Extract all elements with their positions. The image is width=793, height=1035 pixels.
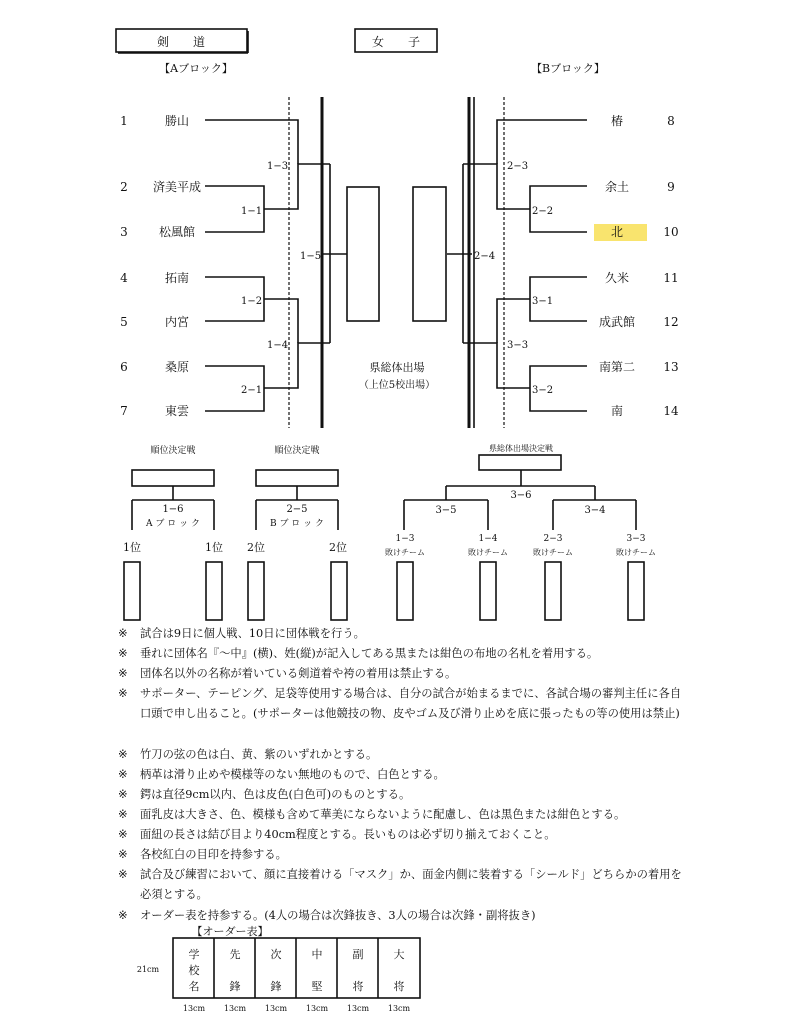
match-label: 1−4 bbox=[267, 340, 289, 351]
team-name: 桑原 bbox=[164, 360, 190, 374]
note-mark: ※ bbox=[118, 647, 128, 660]
note-mark: ※ bbox=[118, 868, 128, 881]
note-item bbox=[118, 865, 683, 905]
note-text: 各校紅白の目印を持参する。 bbox=[140, 848, 287, 861]
order-col-text: 中 bbox=[311, 948, 323, 961]
placement-box-a bbox=[132, 470, 214, 486]
note-text: 面乳皮は大きさ、色、模様も含めて華美にならないように配慮し、色は黒色または紺色とする。 bbox=[140, 808, 626, 821]
note-text: 垂れに団体名『～中』(横)、姓(縦)が記入してある黒または紺色の布地の名札を着用する。 bbox=[140, 647, 599, 660]
note-text: オーダー表を持参する。(4人の場合は次鋒抜き、3人の場合は次鋒・副将抜き) bbox=[140, 909, 536, 922]
qualifier-match: 3−6 bbox=[510, 490, 532, 501]
note-text: 柄革は滑り止めや模様等のない無地のもので、白色とする。 bbox=[140, 768, 445, 781]
block-a-teams bbox=[120, 114, 201, 418]
match-label: 2−2 bbox=[532, 206, 554, 217]
team-name: 内宮 bbox=[164, 315, 190, 329]
match-label: 2−3 bbox=[507, 161, 529, 172]
event-title: 剣 道 bbox=[156, 35, 206, 49]
team-seed: 8 bbox=[667, 114, 675, 128]
team-seed: 2 bbox=[120, 180, 128, 194]
qualifier-slot bbox=[397, 562, 413, 620]
note-mark: ※ bbox=[118, 808, 128, 821]
placement-box-b bbox=[256, 470, 338, 486]
qualifier-slot bbox=[480, 562, 496, 620]
source-match: 1−4 bbox=[478, 534, 498, 544]
order-col-width: 13cm bbox=[305, 1004, 329, 1013]
note-item bbox=[118, 825, 683, 845]
qualifier-match: 3−4 bbox=[584, 505, 606, 516]
note-text: 団体名以外の名称が着いている剣道着や袴の着用は禁止する。 bbox=[140, 667, 457, 680]
qualifier-box bbox=[479, 455, 561, 470]
rank-slot bbox=[248, 562, 264, 620]
rank-slot bbox=[124, 562, 140, 620]
match-label: 3−1 bbox=[532, 296, 554, 307]
order-table-title: 【オーダー表】 bbox=[191, 925, 269, 938]
order-col-width: 13cm bbox=[346, 1004, 370, 1013]
team-seed: 1 bbox=[120, 114, 128, 128]
team-seed: 9 bbox=[667, 180, 675, 194]
order-col-text: 名 bbox=[188, 980, 200, 993]
team-seed: 11 bbox=[663, 271, 679, 285]
center-caption: 県総体出場 bbox=[369, 361, 425, 374]
rank-label: 2位 bbox=[247, 541, 265, 554]
team-seed: 3 bbox=[120, 225, 128, 239]
note-mark: ※ bbox=[118, 748, 128, 761]
note-item bbox=[118, 624, 683, 644]
order-col-width: 13cm bbox=[387, 1004, 411, 1013]
source-match: 3−3 bbox=[626, 534, 646, 544]
team-seed: 6 bbox=[120, 360, 128, 374]
match-label: 1−3 bbox=[267, 161, 289, 172]
note-mark: ※ bbox=[118, 788, 128, 801]
note-mark: ※ bbox=[118, 768, 128, 781]
order-col-width: 13cm bbox=[223, 1004, 247, 1013]
note-item bbox=[118, 644, 683, 664]
order-col-width: 13cm bbox=[182, 1004, 206, 1013]
placement-match-b: 2−5 bbox=[286, 504, 308, 515]
note-item bbox=[118, 684, 683, 724]
team-seed: 13 bbox=[663, 360, 679, 374]
source-match: 1−3 bbox=[395, 534, 415, 544]
note-item bbox=[118, 785, 683, 805]
team-seed: 5 bbox=[120, 315, 128, 329]
gender-title: 女 子 bbox=[371, 35, 421, 49]
order-col-text: 学 bbox=[188, 948, 200, 961]
order-col-text: 堅 bbox=[311, 980, 323, 993]
block-b-teams bbox=[594, 113, 679, 418]
match-label: 3−3 bbox=[507, 340, 529, 351]
qualifier-slot bbox=[545, 562, 561, 620]
placement-section bbox=[123, 443, 656, 620]
team-name: 拓南 bbox=[164, 271, 190, 285]
note-mark: ※ bbox=[118, 909, 128, 922]
team-seed: 7 bbox=[120, 404, 128, 418]
note-item bbox=[118, 805, 683, 825]
order-col-width: 13cm bbox=[264, 1004, 288, 1013]
note-mark: ※ bbox=[118, 627, 128, 640]
rank-label: 2位 bbox=[329, 541, 347, 554]
qualifier-match: 3−5 bbox=[435, 505, 457, 516]
note-text: 面紐の長さは結び目より40cm程度とする。長いものは必ず切り揃えておくこと。 bbox=[140, 828, 556, 841]
final-slot-b bbox=[413, 187, 446, 321]
order-col-text: 次 bbox=[270, 948, 282, 961]
match-label: 2−4 bbox=[474, 251, 496, 262]
placement-match-a: 1−6 bbox=[162, 504, 184, 515]
team-seed: 12 bbox=[663, 315, 679, 329]
block-a-title: 【Aブロック】 bbox=[159, 62, 233, 75]
team-name: 済美平成 bbox=[152, 180, 202, 194]
note-text: 竹刀の弦の色は白、黄、紫のいずれかとする。 bbox=[140, 748, 378, 761]
team-name: 東雲 bbox=[164, 404, 190, 418]
order-col-text: 先 bbox=[229, 948, 241, 961]
order-table bbox=[137, 924, 420, 1013]
placement-block-a: A ブ ロ ッ ク bbox=[146, 519, 200, 529]
placement-title-b: 順位決定戦 bbox=[274, 446, 320, 456]
team-name: 久米 bbox=[604, 271, 630, 285]
loser-label: 敗けチーム bbox=[616, 548, 656, 557]
rank-slot bbox=[331, 562, 347, 620]
team-name: 南 bbox=[610, 404, 624, 418]
order-col-text: 大 bbox=[393, 948, 405, 961]
team-name: 松風館 bbox=[158, 225, 196, 239]
note-mark: ※ bbox=[118, 667, 128, 680]
team-name: 余土 bbox=[604, 180, 630, 194]
note-item bbox=[118, 906, 683, 926]
order-col-text: 校 bbox=[188, 964, 200, 977]
match-label: 1−1 bbox=[241, 206, 263, 217]
team-name: 勝山 bbox=[164, 114, 190, 128]
note-text: サポーター、テーピング、足袋等使用する場合は、自分の試合が始まるまでに、各試合場の審判主任に各自口頭で申し出ること。(サポーターは他競技の物、皮やゴム及び滑り止めを底に張ったもの等の使用は禁止) bbox=[140, 687, 682, 720]
note-mark: ※ bbox=[118, 848, 128, 861]
rank-label: 1位 bbox=[123, 541, 141, 554]
order-table-height: 21cm bbox=[136, 965, 160, 974]
order-col-text: 副 bbox=[352, 948, 364, 961]
match-label: 1−5 bbox=[300, 251, 322, 262]
match-label: 1−2 bbox=[241, 296, 263, 307]
loser-label: 敗けチーム bbox=[533, 548, 573, 557]
order-col-text: 鋒 bbox=[270, 980, 282, 993]
note-mark: ※ bbox=[118, 687, 128, 700]
note-item bbox=[118, 745, 683, 765]
team-seed: 14 bbox=[663, 404, 679, 418]
team-name: 南第二 bbox=[598, 360, 636, 374]
source-match: 2−3 bbox=[543, 534, 563, 544]
block-a-bracket bbox=[205, 97, 347, 428]
note-item bbox=[118, 664, 683, 684]
note-text: 試合及び練習において、顔に直接着ける「マスク」か、面金内側に装着する「シールド」どちらかの着用を必須とする。 bbox=[140, 868, 682, 901]
rank-slot bbox=[206, 562, 222, 620]
note-text: 鍔は直径9cm以内、色は皮色(白色可)のものとする。 bbox=[140, 788, 411, 801]
placement-block-b: B ブ ロ ッ ク bbox=[269, 519, 325, 529]
final-slot-a bbox=[347, 187, 379, 321]
rank-label: 1位 bbox=[205, 541, 223, 554]
team-name: 成武館 bbox=[598, 315, 636, 329]
note-item bbox=[118, 765, 683, 785]
placement-title-a: 順位決定戦 bbox=[150, 446, 196, 456]
order-col-text: 鋒 bbox=[229, 980, 241, 993]
placement-title-c: 県総体出場決定戦 bbox=[489, 444, 553, 453]
block-b-title: 【Bブロック】 bbox=[531, 62, 605, 75]
order-col-text: 将 bbox=[352, 980, 364, 993]
team-seed: 10 bbox=[663, 225, 679, 239]
note-mark: ※ bbox=[118, 828, 128, 841]
match-label: 2−1 bbox=[241, 385, 263, 396]
center-subcaption: （上位5校出場） bbox=[358, 380, 436, 391]
match-label: 3−2 bbox=[532, 385, 554, 396]
order-col-text: 将 bbox=[393, 980, 405, 993]
note-item bbox=[118, 845, 683, 865]
note-text: 試合は9日に個人戦、10日に団体戦を行う。 bbox=[140, 627, 365, 640]
qualifier-slot bbox=[628, 562, 644, 620]
loser-label: 敗けチーム bbox=[385, 548, 425, 557]
block-b-bracket bbox=[447, 97, 587, 428]
loser-label: 敗けチーム bbox=[468, 548, 508, 557]
team-name: 北 bbox=[610, 225, 624, 239]
team-seed: 4 bbox=[120, 271, 128, 285]
team-name: 椿 bbox=[610, 114, 624, 128]
